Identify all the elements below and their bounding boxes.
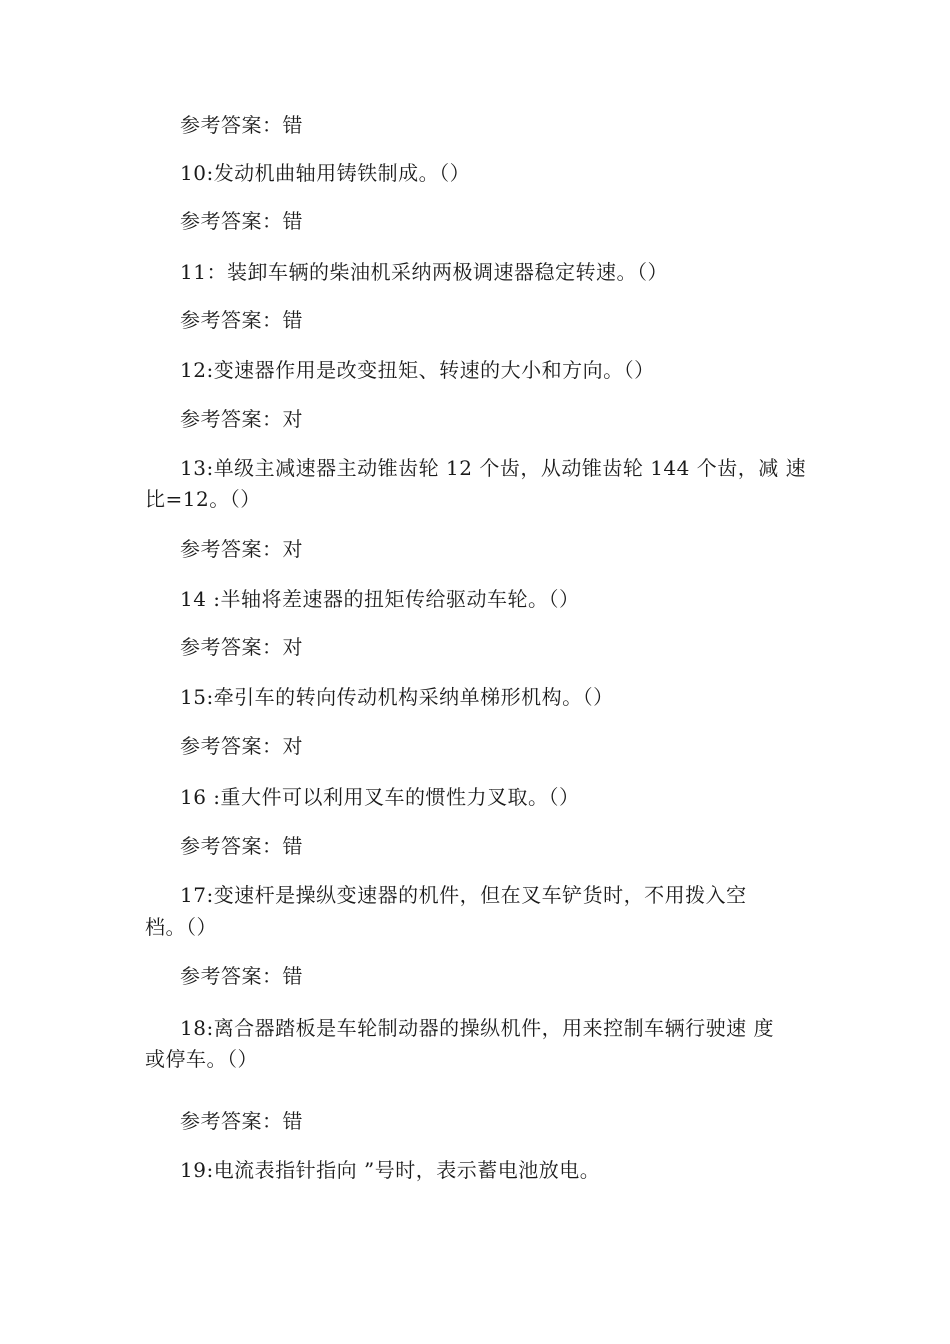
answer-line: 参考答案：对 <box>180 734 303 758</box>
question-15: 15:牵引车的转向传动机构采纳单梯形机构。（） <box>180 685 614 709</box>
question-18: 18:离合器踏板是车轮制动器的操纵机件，用来控制车辆行驶速 度 <box>180 1016 775 1040</box>
answer-line: 参考答案：错 <box>180 1109 303 1133</box>
question-13: 13:单级主减速器主动锥齿轮 12 个齿，从动锥齿轮 144 个齿，减 速 <box>180 456 807 480</box>
question-12: 12:变速器作用是改变扭矩、转速的大小和方向。（） <box>180 358 655 382</box>
question-19: 19:电流表指针指向 ”号时，表示蓄电池放电。 <box>180 1158 601 1182</box>
question-17-continuation: 档。（） <box>145 915 217 939</box>
question-13-continuation: 比=12。（） <box>145 487 261 511</box>
answer-line: 参考答案：错 <box>180 113 303 137</box>
answer-line: 参考答案：对 <box>180 407 303 431</box>
answer-line: 参考答案：错 <box>180 308 303 332</box>
question-14: 14 :半轴将差速器的扭矩传给驱动车轮。（） <box>180 587 580 611</box>
answer-line: 参考答案：错 <box>180 964 303 988</box>
answer-line: 参考答案：错 <box>180 834 303 858</box>
question-10: 10:发动机曲轴用铸铁制成。（） <box>180 161 471 185</box>
question-11: 11：装卸车辆的柴油机采纳两极调速器稳定转速。（） <box>180 260 668 284</box>
answer-line: 参考答案：对 <box>180 635 303 659</box>
question-17: 17:变速杆是操纵变速器的机件，但在叉车铲货时，不用拨入空 <box>180 883 747 907</box>
answer-line: 参考答案：错 <box>180 209 303 233</box>
question-18-continuation: 或停车。（） <box>145 1047 258 1071</box>
answer-line: 参考答案：对 <box>180 537 303 561</box>
question-16: 16 :重大件可以利用叉车的惯性力叉取。（） <box>180 785 580 809</box>
